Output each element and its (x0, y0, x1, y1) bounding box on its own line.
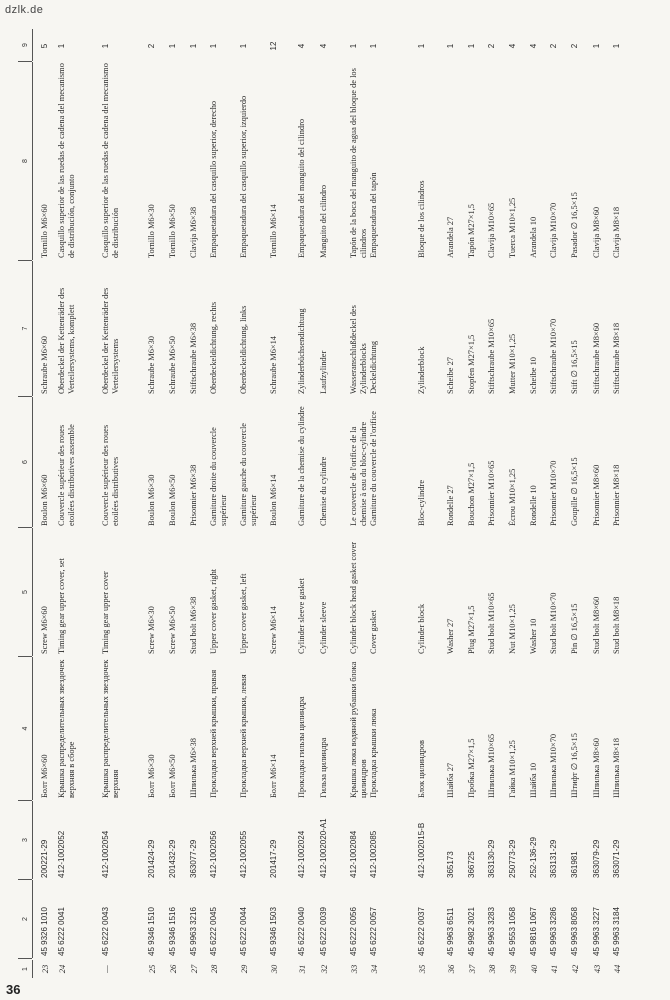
cell-de: Oberdeckeldichtung, rechts (209, 301, 218, 394)
cell-ru: Шпилька M10×65 (487, 733, 496, 798)
cell-ru: Прокладка верхней крышки, правая (209, 669, 218, 798)
cell-qty: 2 (487, 43, 496, 49)
cell-de: Oberdeckeldichtung, links (239, 305, 248, 394)
cell-fr: Rondelle 10 (529, 485, 538, 526)
cell-qty: 4 (319, 43, 328, 49)
cell-en: Cylinder block head gasket cover (349, 541, 358, 654)
cell-en: Stud bolt M8×18 (612, 596, 621, 654)
cell-qty: 12 (269, 41, 278, 51)
cell-qty: 1 (101, 43, 110, 49)
cell-en: Nut M10×1,25 (508, 604, 517, 654)
cell-no: 33 (349, 964, 359, 974)
cell-no: — (101, 965, 111, 973)
cell-fr: Boulon M6×30 (147, 474, 156, 526)
cell-catalog: 45 6222 0037 (417, 907, 426, 956)
cell-no: 31 (297, 964, 307, 974)
cell-de: Laufzylinder (319, 350, 328, 394)
cell-es: Tornillo M6×50 (168, 204, 177, 258)
cell-no: 41 (549, 964, 559, 974)
cell-fr: Bouchon M27×1,5 (467, 462, 476, 526)
cell-catalog: 45 6222 0056 (349, 907, 358, 956)
cell-de: Oberdeckel der Kettenräder des Verteilersystems (101, 287, 120, 394)
cell-es: Clavija M6×38 (189, 206, 198, 258)
cell-de: Scheibe 27 (446, 357, 455, 394)
cell-qty: 1 (189, 43, 198, 49)
cell-no: 34 (369, 964, 379, 974)
cell-ru: Крышка распределительных звездочек верхняя в сборе (57, 659, 76, 798)
parts-table (18, 23, 663, 978)
cell-part: 200221-29 (40, 839, 49, 878)
cell-en: Timing gear upper cover, set (57, 558, 66, 654)
cell-part: 252-136-29 (529, 837, 538, 878)
cell-part: 412-1002085 (369, 830, 378, 878)
cell-fr: Rondelle 27 (446, 485, 455, 526)
cell-fr: Prisonnier M6×38 (189, 464, 198, 526)
cell-es: Tornillo M6×30 (147, 204, 156, 258)
cell-es: Empaquetadura del manguito del cilindro (297, 118, 306, 258)
cell-de: Stiftschraube M10×70 (549, 318, 558, 394)
cell-fr: Garniture de la chemise du cylindre (297, 406, 306, 526)
cell-qty: 1 (349, 43, 358, 49)
cell-part: 412-1002052 (57, 830, 66, 878)
column-number: 1 (18, 960, 33, 978)
cell-fr: Couvercle supérieur des roues etoilées distributives assemble (57, 424, 76, 526)
cell-en: Washer 27 (446, 618, 455, 654)
cell-catalog: 45 9326 1010 (40, 907, 49, 956)
cell-qty: 5 (40, 43, 49, 49)
cell-es: Tapón M27×1,5 (467, 204, 476, 258)
cell-part: 250773-29 (508, 839, 517, 878)
cell-ru: Шайба 10 (529, 762, 538, 798)
cell-de: Schraube M6×60 (40, 336, 49, 394)
cell-en: Pin ∅ 16,5×15 (570, 603, 579, 654)
cell-catalog: 45 6222 0040 (297, 907, 306, 956)
cell-qty: 1 (209, 43, 218, 49)
cell-en: Screw M6×60 (40, 606, 49, 654)
cell-fr: Écrou M10×1,25 (508, 468, 517, 526)
cell-part: 363131-29 (549, 839, 558, 878)
cell-fr: Prisonnier M8×18 (612, 464, 621, 526)
cell-qty: 2 (549, 43, 558, 49)
cell-catalog: 45 9963 3283 (487, 907, 496, 956)
cell-en: Timing gear upper cover (101, 571, 110, 654)
cell-en: Stud bolt M10×65 (487, 592, 496, 654)
cell-fr: Boulon M6×60 (40, 474, 49, 526)
cell-es: Empaquetadura del casquillo superior, derecho (209, 100, 218, 258)
cell-no: 28 (209, 964, 219, 974)
cell-fr: Prisonnier M10×65 (487, 460, 496, 526)
cell-ru: Крышка распределительных звездочек верхняя (101, 659, 120, 798)
cell-en: Cylinder sleeve gasket (297, 578, 306, 654)
cell-no: 39 (508, 964, 518, 974)
cell-en: Screw M6×50 (168, 606, 177, 654)
cell-fr: Garniture gauche du couvercle supérieur (239, 422, 258, 526)
cell-part: 361981 (570, 851, 579, 878)
cell-no: 36 (446, 964, 456, 974)
cell-qty: 1 (168, 43, 177, 49)
cell-fr: Bloc-cylindre (417, 479, 426, 526)
cell-qty: 1 (239, 43, 248, 49)
cell-ru: Шпилька M8×18 (612, 738, 621, 798)
cell-no: 23 (40, 964, 50, 974)
cell-catalog: 45 6222 0044 (239, 907, 248, 956)
cell-en: Washer 10 (529, 618, 538, 654)
cell-part: 412-1002084 (349, 830, 358, 878)
cell-part: 363079-29 (592, 839, 601, 878)
cell-qty: 2 (147, 43, 156, 49)
cell-de: Stift ∅ 16,5×15 (570, 340, 579, 394)
cell-de: Schraube M6×14 (269, 336, 278, 394)
cell-en: Plug M27×1,5 (467, 605, 476, 654)
cell-no: 25 (147, 964, 157, 974)
cell-part: 363071-29 (612, 839, 621, 878)
cell-catalog: 45 9963 6511 (446, 907, 455, 956)
cell-de: Oberdeckel der Kettenräder des Verteilersystems, komplett (57, 287, 76, 394)
cell-part: 201432-29 (168, 839, 177, 878)
cell-en: Stud bolt M8×60 (592, 596, 601, 654)
cell-no: 30 (269, 964, 279, 974)
cell-ru: Шпилька M8×60 (592, 738, 601, 798)
cell-ru: Болт M6×30 (147, 754, 156, 798)
cell-fr: Boulon M6×14 (269, 474, 278, 526)
cell-en: Stud bolt M10×70 (549, 592, 558, 654)
cell-es: Arandela 27 (446, 216, 455, 258)
column-number: 6 (18, 397, 33, 527)
cell-es: Empaquetadura del tapón (369, 172, 378, 258)
cell-no: 24 (57, 964, 67, 974)
cell-es: Casquillo superior de las ruedas de cadena del mecanismo de distribución (101, 63, 120, 258)
cell-de: Stiftschraube M10×65 (487, 318, 496, 394)
cell-qty: 1 (57, 43, 66, 49)
cell-part: 412-1002055 (239, 830, 248, 878)
column-number: 4 (18, 657, 33, 800)
cell-en: Cylinder block (417, 603, 426, 654)
cell-part: 201424-29 (147, 839, 156, 878)
cell-no: 26 (168, 964, 178, 974)
cell-catalog: 45 6222 0043 (101, 907, 110, 956)
cell-ru: Прокладка крышки люка (369, 708, 378, 798)
cell-es: Pasador ∅ 16,5×15 (570, 192, 579, 258)
cell-fr: Le couvercle de l'orifice de la chemise à eau du bloc-cylindre (349, 421, 368, 526)
cell-es: Clavija M8×60 (592, 206, 601, 258)
cell-es: Clavija M10×65 (487, 202, 496, 258)
cell-catalog: 45 6222 0041 (57, 907, 66, 956)
cell-no: 43 (592, 964, 602, 974)
cell-part: 412-1002056 (209, 830, 218, 878)
cell-fr: Chemise du cylindre (319, 456, 328, 526)
cell-de: Wasseranschlußdeckel des Zylinderblocks (349, 305, 368, 394)
cell-ru: Штифт ∅ 16,5×15 (570, 733, 579, 798)
cell-ru: Гильза цилиндра (319, 737, 328, 798)
cell-no: 40 (529, 964, 539, 974)
cell-fr: Garniture droite du couvercle supérieur (209, 427, 228, 526)
cell-de: Zylinderbüchsendichtung (297, 308, 306, 394)
cell-es: Clavija M10×70 (549, 202, 558, 258)
cell-es: Tapón de la boca del manguito de agua del bloque de los cilindros (349, 68, 368, 258)
cell-part: 412-1002015-B (417, 822, 426, 878)
cell-catalog: 45 9963 3227 (592, 907, 601, 956)
cell-qty: 1 (417, 43, 426, 49)
cell-catalog: 45 9963 3184 (612, 907, 621, 956)
cell-part: 412-1002024 (297, 830, 306, 878)
cell-catalog: 45 9346 1510 (147, 907, 156, 956)
cell-es: Bloque de los cilindros (417, 180, 426, 258)
cell-qty: 2 (570, 43, 579, 49)
cell-fr: Prisonnier M8×60 (592, 464, 601, 526)
column-number: 7 (18, 261, 33, 396)
cell-fr: Goupille ∅ 16,5×15 (570, 457, 579, 526)
cell-fr: Couvercle supérieur des roues etoilées distributives (101, 424, 120, 526)
cell-ru: Болт M6×60 (40, 754, 49, 798)
cell-no: 35 (417, 964, 427, 974)
cell-catalog: 45 6222 0057 (369, 907, 378, 956)
cell-catalog: 45 9963 3216 (189, 907, 198, 956)
cell-qty: 1 (467, 43, 476, 49)
column-number: 5 (18, 528, 33, 656)
cell-qty: 1 (592, 43, 601, 49)
cell-no: 44 (612, 964, 622, 974)
cell-catalog: 45 6222 0039 (319, 907, 328, 956)
cell-en: Cylinder sleeve (319, 601, 328, 654)
cell-catalog: 45 9816 1067 (529, 907, 538, 956)
cell-no: 27 (189, 964, 199, 974)
cell-de: Stiftschraube M8×60 (592, 322, 601, 394)
cell-fr: Prisonnier M10×70 (549, 460, 558, 526)
cell-es: Tornillo M6×14 (269, 204, 278, 258)
cell-part: 412-1002020-A1 (319, 818, 328, 878)
cell-no: 37 (467, 964, 477, 974)
cell-es: Manguito del cilindro (319, 184, 328, 258)
cell-part: 201417-29 (269, 839, 278, 878)
cell-es: Empaquetadura del casquillo superior, izquierdo (239, 95, 248, 258)
column-number: 9 (18, 29, 33, 61)
cell-part: 363077-29 (189, 839, 198, 878)
cell-qty: 1 (369, 43, 378, 49)
cell-ru: Блок цилиндров (417, 740, 426, 798)
cell-no: 29 (239, 964, 249, 974)
cell-es: Clavija M8×18 (612, 206, 621, 258)
cell-catalog: 45 9963 3286 (549, 907, 558, 956)
cell-ru: Шайба 27 (446, 762, 455, 798)
cell-es: Tuerca M10×1,25 (508, 197, 517, 258)
cell-qty: 1 (612, 43, 621, 49)
cell-ru: Шпилька M10×70 (549, 733, 558, 798)
cell-catalog: 45 9346 1503 (269, 907, 278, 956)
cell-catalog: 45 9346 1516 (168, 907, 177, 956)
cell-de: Stiftschraube M6×38 (189, 322, 198, 394)
cell-qty: 4 (529, 43, 538, 49)
cell-en: Cover gasket (369, 610, 378, 654)
cell-es: Tornillo M6×60 (40, 204, 49, 258)
cell-part: 366725 (467, 851, 476, 878)
cell-qty: 4 (297, 43, 306, 49)
cell-ru: Прокладка верхней крышки, левая (239, 674, 248, 798)
cell-de: Stopfen M27×1,5 (467, 334, 476, 394)
cell-part: 412-1002054 (101, 830, 110, 878)
cell-fr: Garniture du couvercle de l'orifice (369, 411, 378, 526)
cell-ru: Болт M6×50 (168, 754, 177, 798)
watermark: dzlk.de (5, 4, 44, 16)
cell-catalog: 45 9982 3021 (467, 907, 476, 956)
cell-ru: Крышка люка водяной рубашки блока цилиндров (349, 661, 368, 798)
cell-es: Arandela 10 (529, 216, 538, 258)
cell-no: 32 (319, 964, 329, 974)
cell-ru: Пробка M27×1,5 (467, 738, 476, 798)
cell-qty: 4 (508, 43, 517, 49)
cell-qty: 1 (446, 43, 455, 49)
cell-es: Casquillo superior de las ruedas de cadena del mecanismo de distribución, conjunto (57, 63, 76, 258)
cell-en: Upper cover gasket, right (209, 568, 218, 654)
cell-catalog: 45 6222 0045 (209, 907, 218, 956)
column-number: 3 (18, 801, 33, 879)
cell-ru: Шпилька M6×38 (189, 738, 198, 798)
cell-de: Scheibe 10 (529, 357, 538, 394)
cell-catalog: 45 9963 8058 (570, 907, 579, 956)
cell-de: Schraube M6×30 (147, 336, 156, 394)
cell-catalog: 45 9553 1058 (508, 907, 517, 956)
cell-de: Mutter M10×1,25 (508, 333, 517, 394)
column-number: 2 (18, 880, 33, 958)
cell-en: Screw M6×14 (269, 606, 278, 654)
cell-fr: Boulon M6×50 (168, 474, 177, 526)
cell-de: Zylinderblock (417, 346, 426, 394)
cell-de: Deckeldichtung (369, 340, 378, 394)
cell-en: Stud bolt M6×38 (189, 596, 198, 654)
cell-en: Screw M6×30 (147, 606, 156, 654)
cell-no: 42 (570, 964, 580, 974)
cell-part: 365173 (446, 851, 455, 878)
page-number: 36 (6, 982, 21, 997)
cell-no: 38 (487, 964, 497, 974)
cell-de: Stiftschraube M8×18 (612, 322, 621, 394)
cell-en: Upper cover gasket, left (239, 573, 248, 654)
cell-ru: Болт M6×14 (269, 754, 278, 798)
cell-de: Schraube M6×50 (168, 336, 177, 394)
cell-ru: Гайка M10×1,25 (508, 740, 517, 798)
column-number: 8 (18, 62, 33, 260)
cell-ru: Прокладка гильзы цилиндра (297, 696, 306, 798)
cell-part: 363130-29 (487, 839, 496, 878)
